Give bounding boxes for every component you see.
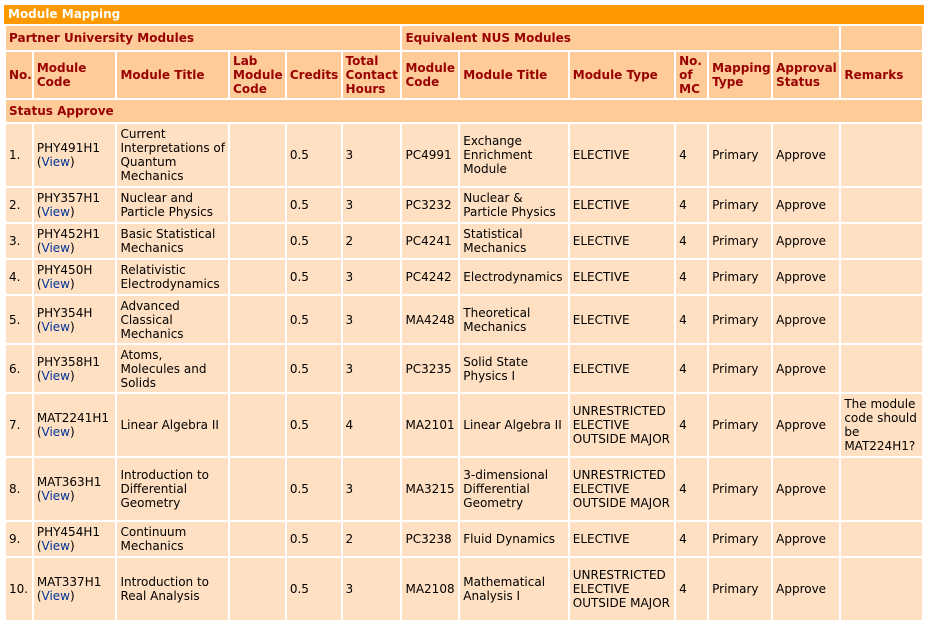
nus-group-header: Equivalent NUS Modules xyxy=(402,26,839,50)
row-no: 8. xyxy=(6,458,32,520)
row-contact-hours: 2 xyxy=(343,224,401,258)
row-contact-hours: 2 xyxy=(343,522,401,556)
row-nus-title: Electrodynamics xyxy=(460,260,567,294)
group-header-row xyxy=(6,26,922,50)
row-module-type: UNRESTRICTED ELECTIVE OUTSIDE MAJOR xyxy=(570,558,674,620)
row-module-title: Current Interpretations of Quantum Mechanics xyxy=(117,124,228,186)
row-lab-code xyxy=(230,522,285,556)
col-module-type: Module Type xyxy=(570,52,674,98)
view-link[interactable]: View xyxy=(41,425,70,439)
row-mapping-type: Primary xyxy=(709,345,771,392)
row-mc: 4 xyxy=(676,296,707,343)
row-mapping-type: Primary xyxy=(709,224,771,258)
row-credits: 0.5 xyxy=(287,224,341,258)
row-module-type: ELECTIVE xyxy=(570,522,674,556)
table-row xyxy=(6,522,922,556)
row-approval-status: Approve xyxy=(773,260,839,294)
row-lab-code xyxy=(230,188,285,222)
row-mapping-type: Primary xyxy=(709,188,771,222)
row-module-title: Atoms, Molecules and Solids xyxy=(117,345,228,392)
row-remarks xyxy=(841,188,922,222)
row-module-title: Relativistic Electrodynamics xyxy=(117,260,228,294)
row-nus-code: PC3232 xyxy=(402,188,458,222)
table-row xyxy=(6,558,922,620)
row-remarks xyxy=(841,260,922,294)
module-code-text: MAT337H1 xyxy=(36,575,102,589)
module-code-text: PHY354H xyxy=(36,305,93,320)
table-row xyxy=(6,458,922,520)
row-module-type: ELECTIVE xyxy=(570,188,674,222)
row-nus-code: PC4991 xyxy=(402,124,458,186)
row-contact-hours: 3 xyxy=(343,458,401,520)
row-remarks xyxy=(841,296,922,343)
row-lab-code xyxy=(230,394,285,456)
row-mapping-type: Primary xyxy=(709,522,771,556)
module-mapping-table xyxy=(4,24,924,622)
row-no: 4. xyxy=(6,260,32,294)
row-module-type: ELECTIVE xyxy=(570,224,674,258)
col-module-title: Module Title xyxy=(117,52,228,98)
table-row xyxy=(6,394,922,456)
col-credits: Credits xyxy=(287,52,341,98)
row-module-type: ELECTIVE xyxy=(570,124,674,186)
row-nus-title: Linear Algebra II xyxy=(460,394,567,456)
row-mc: 4 xyxy=(676,224,707,258)
row-mc: 4 xyxy=(676,188,707,222)
row-mapping-type: Primary xyxy=(709,394,771,456)
module-code-text: PHY358H1 xyxy=(36,354,100,369)
module-mapping-panel xyxy=(4,5,924,622)
row-remarks: The module code should be MAT224H1? xyxy=(841,394,922,456)
module-code-text: MAT363H1 xyxy=(36,475,102,489)
row-no: 10. xyxy=(6,558,32,620)
row-nus-code: MA2108 xyxy=(402,558,458,620)
row-nus-code: MA3215 xyxy=(402,458,458,520)
view-link[interactable]: View xyxy=(41,241,70,255)
row-module-title: Introduction to Real Analysis xyxy=(117,558,228,620)
col-lab-code: Lab Module Code xyxy=(230,52,285,98)
row-lab-code xyxy=(230,296,285,343)
row-lab-code xyxy=(230,558,285,620)
row-module-type: ELECTIVE xyxy=(570,296,674,343)
module-code-text: MAT2241H1 xyxy=(36,411,109,425)
row-remarks xyxy=(841,124,922,186)
row-remarks xyxy=(841,345,922,392)
column-header-row xyxy=(6,52,922,98)
row-nus-code: PC4241 xyxy=(402,224,458,258)
row-credits: 0.5 xyxy=(287,345,341,392)
col-nus-title: Module Title xyxy=(460,52,567,98)
row-remarks xyxy=(841,458,922,520)
row-credits: 0.5 xyxy=(287,394,341,456)
module-code-text: PHY357H1 xyxy=(36,191,100,205)
table-row xyxy=(6,188,922,222)
row-nus-code: PC3238 xyxy=(402,522,458,556)
row-contact-hours: 3 xyxy=(343,260,401,294)
row-approval-status: Approve xyxy=(773,458,839,520)
view-link[interactable]: View xyxy=(41,277,70,291)
col-no: No. xyxy=(6,52,32,98)
row-approval-status: Approve xyxy=(773,124,839,186)
row-lab-code xyxy=(230,224,285,258)
row-nus-code: PC3235 xyxy=(402,345,458,392)
row-module-code: PHY358H1 (View) xyxy=(34,345,116,392)
row-lab-code xyxy=(230,458,285,520)
view-link[interactable]: View xyxy=(41,589,70,603)
col-contact-hours: Total Contact Hours xyxy=(343,52,401,98)
view-link[interactable]: View xyxy=(41,489,70,503)
col-mapping-type: Mapping Type xyxy=(709,52,771,98)
row-contact-hours: 3 xyxy=(343,558,401,620)
row-lab-code xyxy=(230,345,285,392)
table-row xyxy=(6,345,922,392)
row-credits: 0.5 xyxy=(287,558,341,620)
row-credits: 0.5 xyxy=(287,522,341,556)
row-approval-status: Approve xyxy=(773,558,839,620)
row-contact-hours: 3 xyxy=(343,124,401,186)
row-module-code: PHY452H1 (View) xyxy=(34,224,116,258)
row-module-type: ELECTIVE xyxy=(570,260,674,294)
row-mapping-type: Primary xyxy=(709,124,771,186)
status-group-row xyxy=(6,100,922,122)
row-no: 5. xyxy=(6,296,32,343)
row-approval-status: Approve xyxy=(773,224,839,258)
col-mc: No. of MC xyxy=(676,52,707,98)
row-no: 2. xyxy=(6,188,32,222)
table-row xyxy=(6,124,922,186)
row-mc: 4 xyxy=(676,124,707,186)
row-lab-code xyxy=(230,124,285,186)
row-approval-status: Approve xyxy=(773,522,839,556)
row-mc: 4 xyxy=(676,260,707,294)
row-lab-code xyxy=(230,260,285,294)
row-nus-title: Exchange Enrichment Module xyxy=(460,124,567,186)
row-no: 9. xyxy=(6,522,32,556)
row-mc: 4 xyxy=(676,394,707,456)
view-link[interactable]: View xyxy=(41,319,70,334)
view-link[interactable]: View xyxy=(41,155,70,169)
row-module-title: Introduction to Differential Geometry xyxy=(117,458,228,520)
row-module-title: Advanced Classical Mechanics xyxy=(117,296,228,343)
row-no: 3. xyxy=(6,224,32,258)
row-contact-hours: 3 xyxy=(343,188,401,222)
row-credits: 0.5 xyxy=(287,458,341,520)
row-mapping-type: Primary xyxy=(709,260,771,294)
row-no: 1. xyxy=(6,124,32,186)
row-module-code: PHY454H1 (View) xyxy=(34,522,116,556)
status-group-label: Status Approve xyxy=(6,100,922,122)
partner-group-header: Partner University Modules xyxy=(6,26,400,50)
module-code-text: PHY452H1 xyxy=(36,227,100,241)
row-mc: 4 xyxy=(676,522,707,556)
module-code-text: PHY450H xyxy=(36,263,93,277)
row-approval-status: Approve xyxy=(773,394,839,456)
row-nus-code: MA2101 xyxy=(402,394,458,456)
row-remarks xyxy=(841,558,922,620)
row-nus-title: Statistical Mechanics xyxy=(460,224,567,258)
module-code-text: PHY491H1 xyxy=(36,141,100,155)
row-contact-hours: 4 xyxy=(343,394,401,456)
row-credits: 0.5 xyxy=(287,296,341,343)
table-row xyxy=(6,260,922,294)
row-module-type: UNRESTRICTED ELECTIVE OUTSIDE MAJOR xyxy=(570,394,674,456)
row-credits: 0.5 xyxy=(287,124,341,186)
row-mapping-type: Primary xyxy=(709,558,771,620)
view-link[interactable]: View xyxy=(41,205,70,219)
table-row xyxy=(6,296,922,343)
row-nus-title: Mathematical Analysis I xyxy=(460,558,567,620)
row-nus-title: Theoretical Mechanics xyxy=(460,296,567,343)
row-module-code: PHY357H1 (View) xyxy=(34,188,116,222)
row-mapping-type: Primary xyxy=(709,296,771,343)
panel-title: Module Mapping xyxy=(4,5,924,24)
row-module-title: Nuclear and Particle Physics xyxy=(117,188,228,222)
row-module-code: MAT363H1 (View) xyxy=(34,458,116,520)
row-module-code: PHY491H1 (View) xyxy=(34,124,116,186)
row-remarks xyxy=(841,224,922,258)
row-module-code: PHY354H (View) xyxy=(34,296,116,343)
group-header-spacer xyxy=(841,26,922,50)
row-nus-title: 3-dimensional Differential Geometry xyxy=(460,458,567,520)
row-approval-status: Approve xyxy=(773,345,839,392)
row-module-title: Basic Statistical Mechanics xyxy=(117,224,228,258)
row-mapping-type: Primary xyxy=(709,458,771,520)
row-nus-code: MA4248 xyxy=(402,296,458,343)
col-approval: Approval Status xyxy=(773,52,839,98)
row-module-title: Continuum Mechanics xyxy=(117,522,228,556)
view-link[interactable]: View xyxy=(41,368,70,383)
row-remarks xyxy=(841,522,922,556)
row-credits: 0.5 xyxy=(287,260,341,294)
row-module-code: PHY450H (View) xyxy=(34,260,116,294)
row-mc: 4 xyxy=(676,345,707,392)
row-mc: 4 xyxy=(676,558,707,620)
row-approval-status: Approve xyxy=(773,188,839,222)
row-module-code: MAT337H1 (View) xyxy=(34,558,116,620)
row-module-type: ELECTIVE xyxy=(570,345,674,392)
row-module-code: MAT2241H1 (View) xyxy=(34,394,116,456)
row-mc: 4 xyxy=(676,458,707,520)
row-nus-title: Nuclear & Particle Physics xyxy=(460,188,567,222)
row-no: 7. xyxy=(6,394,32,456)
row-contact-hours: 3 xyxy=(343,296,401,343)
row-module-type: UNRESTRICTED ELECTIVE OUTSIDE MAJOR xyxy=(570,458,674,520)
row-nus-title: Solid State Physics I xyxy=(460,345,567,392)
row-approval-status: Approve xyxy=(773,296,839,343)
row-nus-title: Fluid Dynamics xyxy=(460,522,567,556)
col-nus-code: Module Code xyxy=(402,52,458,98)
row-nus-code: PC4242 xyxy=(402,260,458,294)
col-module-code: Module Code xyxy=(34,52,116,98)
table-row xyxy=(6,224,922,258)
row-module-title: Linear Algebra II xyxy=(117,394,228,456)
module-code-text: PHY454H1 xyxy=(36,525,100,539)
view-link[interactable]: View xyxy=(41,539,70,553)
row-credits: 0.5 xyxy=(287,188,341,222)
col-remarks: Remarks xyxy=(841,52,922,98)
row-no: 6. xyxy=(6,345,32,392)
row-contact-hours: 3 xyxy=(343,345,401,392)
